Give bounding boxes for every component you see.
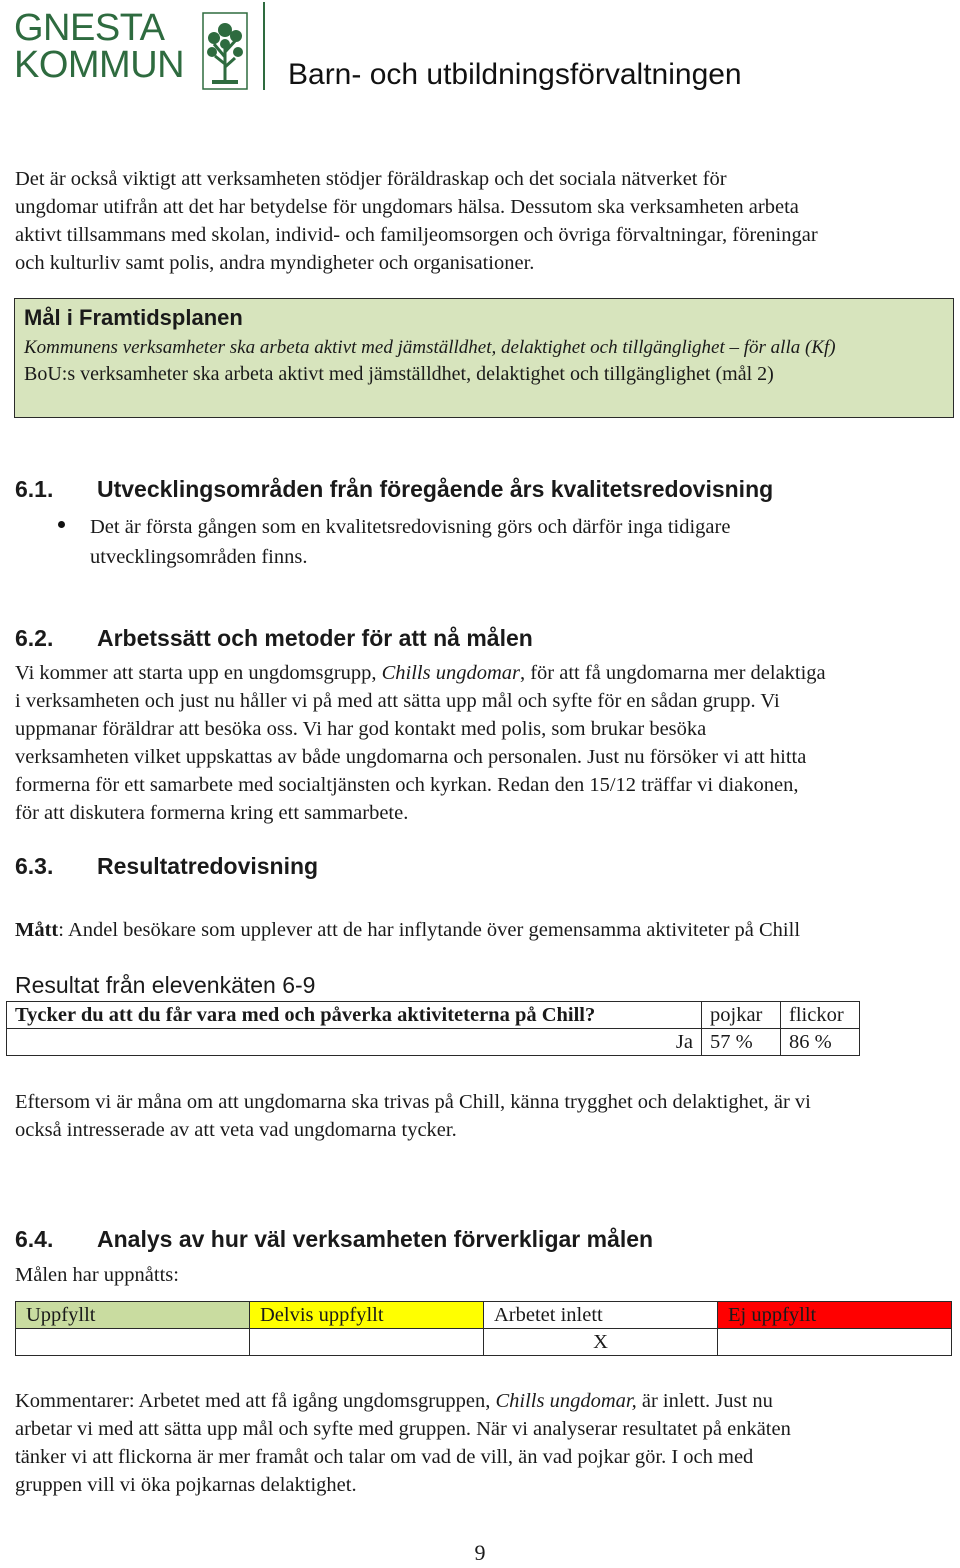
mark-cell — [16, 1329, 250, 1356]
section-number: 6.2. — [15, 625, 54, 651]
bullet-icon — [58, 521, 65, 528]
logo-line-kommun: KOMMUN — [14, 44, 185, 86]
survey-question: Tycker du att du får vara med och påverka aktiviteterna på Chill? — [7, 1002, 702, 1029]
header-divider — [263, 2, 265, 90]
group-name: Chills ungdomar, — [495, 1390, 637, 1412]
section-6-4-heading — [15, 1226, 915, 1256]
para-line-4: verksamheten vilket uppskattas av både ungdomarna och personalen. Just nu försöker vi att hitta — [15, 746, 807, 768]
section-number: 6.1. — [15, 476, 54, 502]
section-number: 6.4. — [15, 1226, 54, 1252]
section-title: Resultatredovisning — [97, 853, 319, 879]
measure-label: Mått — [15, 919, 59, 941]
value-girls: 86 % — [781, 1029, 860, 1056]
goal-box-title: Mål i Framtidsplanen — [24, 305, 243, 330]
text-span: , för att få ungdomarna mer delaktiga — [519, 662, 826, 684]
after-survey-paragraph — [15, 1088, 945, 1144]
para-line-2: i verksamheten och just nu håller vi på med att sätta upp mål och syfte för en sådan grupp. Vi — [15, 690, 780, 712]
table-row — [16, 1329, 952, 1356]
mark-cell: X — [484, 1329, 718, 1356]
intro-line-2: ungdomar utifrån att det har betydelse för ungdomars hälsa. Dessutom ska verksamheten arbeta — [15, 196, 799, 218]
para-line-2: arbetar vi med att sätta upp mål och syfte med gruppen. När vi analyserar resultatet på enkäten — [15, 1418, 791, 1440]
section-6-1-heading — [15, 476, 915, 506]
para-line-5: formerna för ett samarbete med socialtjänsten och kyrkan. Redan den 15/12 träffar vi diakonen, — [15, 774, 799, 796]
value-boys: 57 % — [702, 1029, 781, 1056]
kommun-goal: Kommunens verksamheter ska arbeta aktivt med jämställdhet, delaktighet och tillgänglighet – för alla (Kf) — [24, 337, 836, 358]
mark-cell — [718, 1329, 952, 1356]
group-name: Chills ungdomar — [381, 662, 520, 684]
status-work-started: Arbetet inlett — [484, 1302, 718, 1329]
bullet-item — [90, 512, 890, 572]
status-partly-fulfilled: Delvis uppfyllt — [250, 1302, 484, 1329]
status-not-fulfilled: Ej uppfyllt — [718, 1302, 952, 1329]
gnesta-kommun-logo — [14, 7, 246, 90]
goals-achieved-label: Målen har uppnåtts: — [15, 1264, 179, 1286]
answer-label: Ja — [7, 1029, 702, 1056]
bou-goal: BoU:s verksamheter ska arbeta aktivt med jämställdhet, delaktighet och tillgänglighet (mål 2) — [24, 363, 774, 385]
intro-line-1: Det är också viktigt att verksamheten stödjer föräldraskap och det sociala nätverket för — [15, 168, 727, 190]
section-number: 6.3. — [15, 853, 54, 879]
para-line-1 — [15, 1387, 945, 1415]
text-span: Vi kommer att starta upp en ungdomsgrupp, — [15, 662, 382, 684]
para-line-3: uppmanar föräldrar att besöka oss. Vi har god kontakt med polis, som brukar besöka — [15, 718, 707, 740]
column-header-girls: flickor — [781, 1002, 860, 1029]
department-title: Barn- och utbildningsförvaltningen — [288, 58, 742, 91]
para-line-4: gruppen vill vi öka pojkarnas delaktighet. — [15, 1474, 357, 1496]
text-span: Kommentarer: Arbetet med att få igång ungdomsgruppen, — [15, 1390, 496, 1412]
survey-heading: Resultat från elevenkäten 6-9 — [15, 972, 316, 998]
intro-paragraph — [15, 165, 945, 277]
section-6-3-heading — [15, 853, 915, 883]
survey-table — [6, 1001, 860, 1056]
comments-paragraph — [15, 1387, 945, 1499]
intro-line-3: aktivt tillsammans med skolan, individ- och familjeomsorgen och övriga förvaltningar, föreningar — [15, 224, 818, 246]
para-line-3: tänker vi att flickorna är mer framåt och talar om vad de vill, än vad pojkar gör. I och med — [15, 1446, 754, 1468]
para-line-1: Eftersom vi är måna om att ungdomarna ska trivas på Chill, känna trygghet och delaktighet, är vi — [15, 1091, 811, 1113]
table-row — [7, 1002, 860, 1029]
column-header-boys: pojkar — [702, 1002, 781, 1029]
section-6-2-paragraph — [15, 659, 945, 827]
tree-emblem-icon — [202, 12, 248, 90]
page-number: 9 — [474, 1540, 486, 1565]
bullet-line-1: Det är första gången som en kvalitetsredovisning görs och därför inga tidigare — [90, 516, 731, 538]
measure-line — [15, 916, 945, 944]
mark-cell — [250, 1329, 484, 1356]
table-row — [7, 1029, 860, 1056]
section-title: Arbetssätt och metoder för att nå målen — [97, 625, 533, 651]
para-line-1 — [15, 659, 945, 687]
status-fulfilled: Uppfyllt — [16, 1302, 250, 1329]
section-title: Utvecklingsområden från föregående års kvalitetsredovisning — [97, 476, 774, 502]
para-line-6: för att diskutera formerna kring ett sammarbete. — [15, 802, 409, 824]
intro-line-4: och kulturliv samt polis, andra myndigheter och organisationer. — [15, 252, 535, 274]
goal-box — [14, 298, 954, 418]
measure-text: : Andel besökare som upplever att de har inflytande över gemensamma aktiviteter på Chill — [58, 919, 801, 941]
text-span: är inlett. Just nu — [636, 1390, 773, 1412]
logo-line-gnesta: GNESTA — [14, 7, 165, 49]
para-line-2: också intresserade av att veta vad ungdomarna tycker. — [15, 1119, 457, 1141]
section-6-2-heading — [15, 625, 915, 655]
status-table — [15, 1301, 952, 1356]
bullet-line-2: utvecklingsområden finns. — [90, 546, 308, 568]
table-row — [16, 1302, 952, 1329]
section-title: Analys av hur väl verksamheten förverkligar målen — [97, 1226, 654, 1252]
